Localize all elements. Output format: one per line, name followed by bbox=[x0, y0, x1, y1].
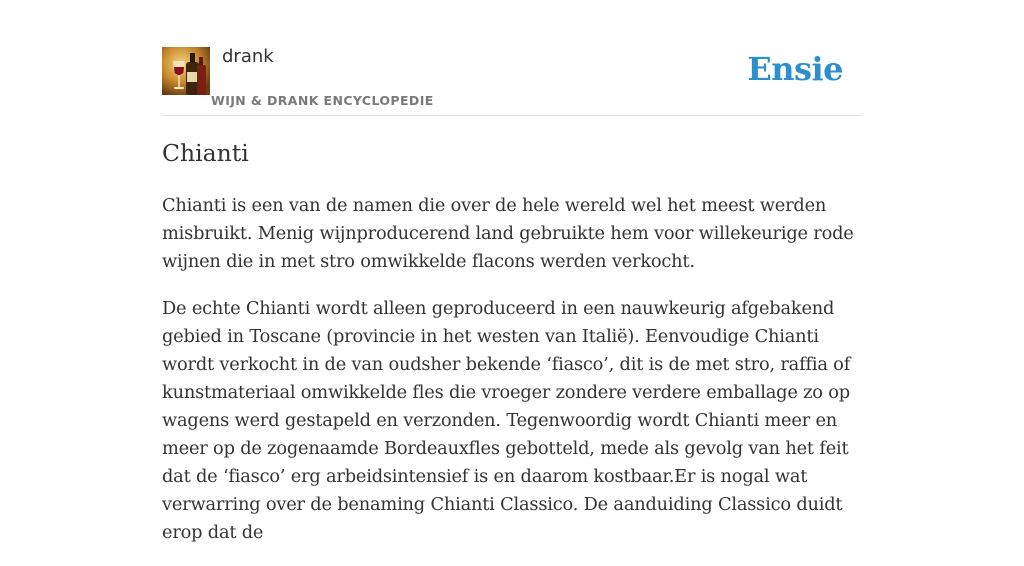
category-avatar[interactable] bbox=[162, 47, 210, 95]
category-title[interactable]: drank bbox=[222, 46, 274, 67]
page-container bbox=[162, 0, 862, 543]
header bbox=[162, 0, 862, 116]
page-title: Chianti bbox=[162, 139, 249, 167]
brand-logo[interactable]: Ensie bbox=[747, 50, 843, 88]
article-paragraph: Chianti is een van de namen die over de hele wereld wel het meest werden misbruikt. Menig wijnproducerend land gebruikte hem voor willekeurige rode wijnen die in met stro omwikkelde flacons werden verkocht. bbox=[162, 195, 854, 272]
category-subtitle: WIJN & DRANK ENCYCLOPEDIE bbox=[211, 93, 434, 108]
article-paragraph: De echte Chianti wordt alleen geproduceerd in een nauwkeurig afgebakend gebied in Toscane (provincie in het westen van Italië). Eenvoudige Chianti wordt verkocht in de van oudsher bekende ‘fiasco’, dit is de met stro, raffia of kunstmateriaal omwikkelde fles die vroeger zondere verdere emballage zo op wagens werd gestapeld en verzonden. Tegenwoordig wordt Chianti meer en meer op de zogenaamde Bordeauxfles gebotteld, mede als gevolg van het feit dat de ‘fiasco’ erg arbeidsintensief is en daarom kostbaar.Er is nogal wat verwarring over de benaming Chianti Classico. De aanduiding Classico duidt erop dat de bbox=[162, 298, 851, 543]
article-body bbox=[162, 192, 862, 566]
wine-glass-bottle-icon bbox=[162, 47, 210, 95]
